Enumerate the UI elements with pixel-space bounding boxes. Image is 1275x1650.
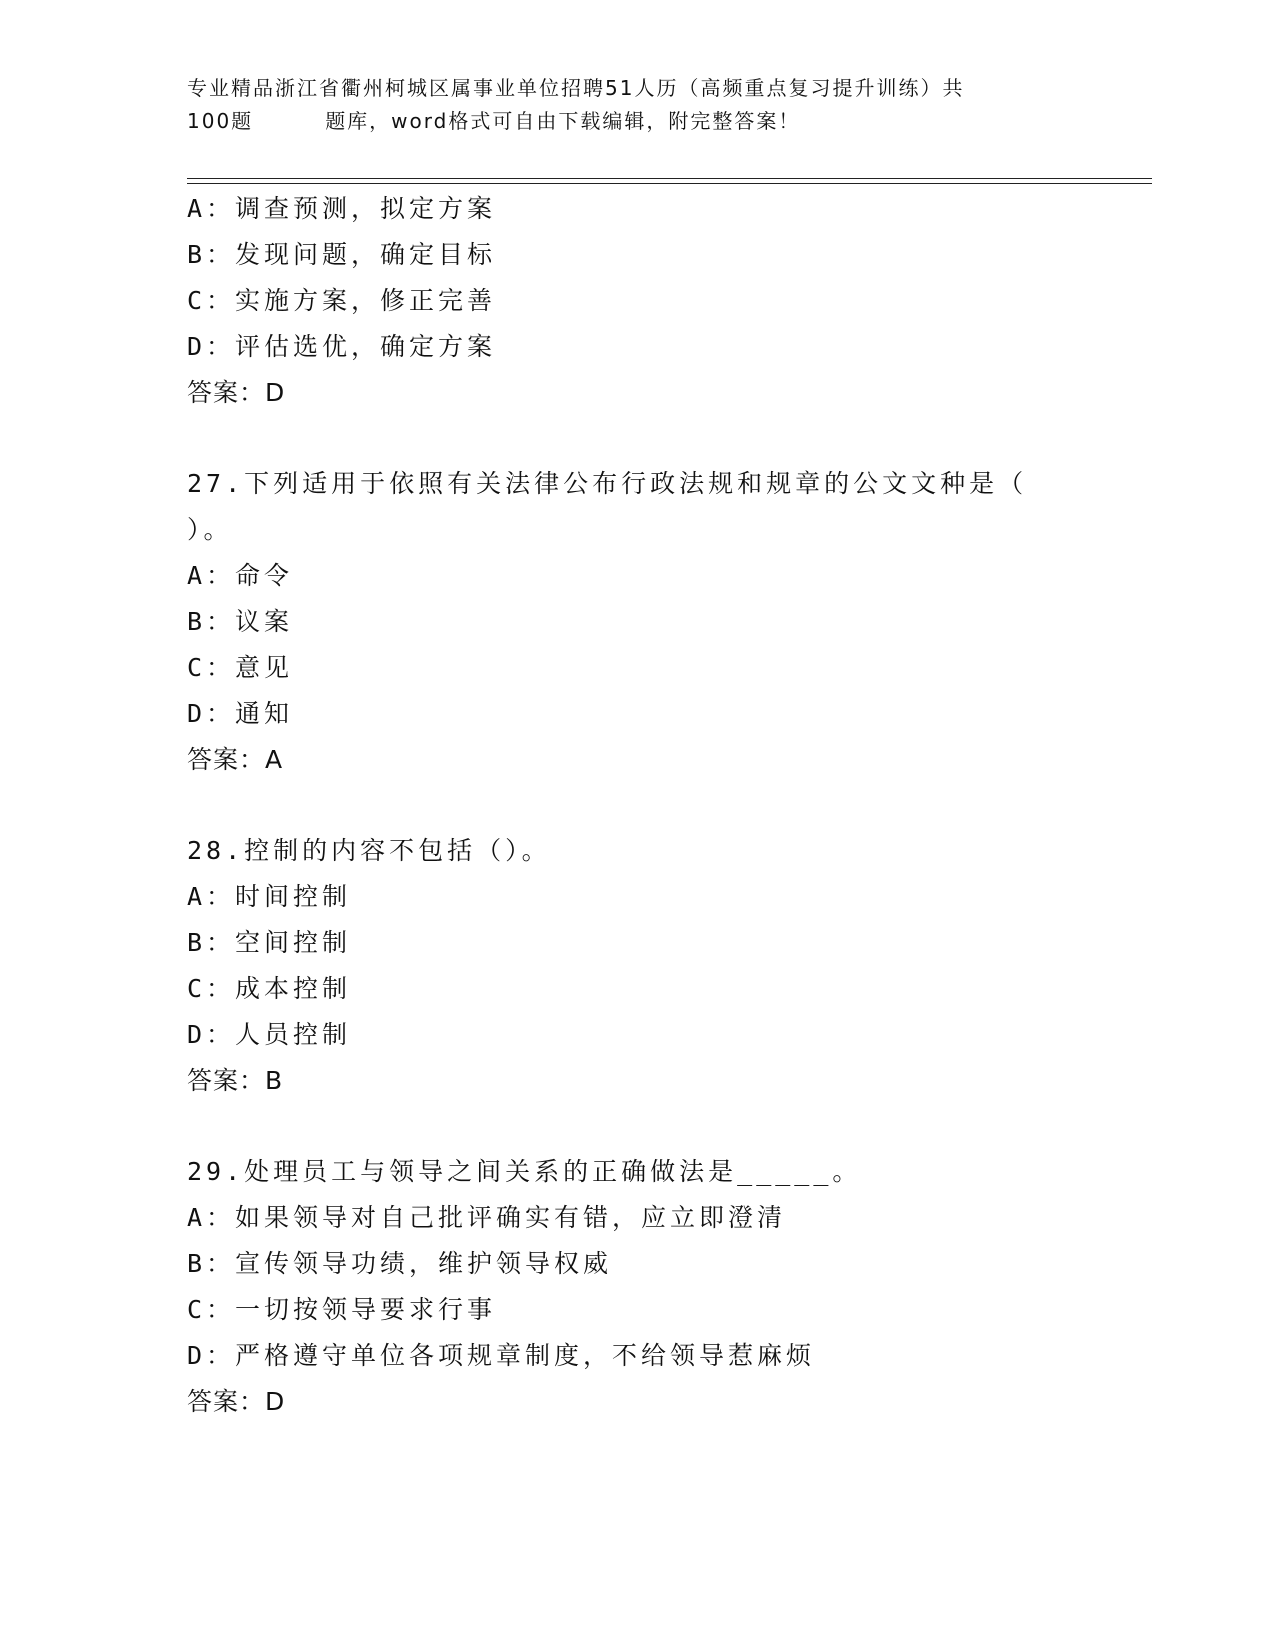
question-28-option-d: D：人员控制 bbox=[187, 1020, 352, 1049]
question-spacer bbox=[187, 783, 1147, 828]
question-26-answer: 答案：D bbox=[187, 378, 286, 407]
question-27-option-a: A：命令 bbox=[187, 561, 294, 590]
question-29 bbox=[187, 1149, 1147, 1425]
question-27-stem-continued: ）。 bbox=[187, 515, 233, 544]
question-29-option-c: C：一切按领导要求行事 bbox=[187, 1295, 497, 1324]
question-29-answer: 答案：D bbox=[187, 1387, 286, 1416]
question-spacer bbox=[187, 416, 1147, 461]
question-27 bbox=[187, 461, 1147, 783]
header-question-count: 100题 bbox=[187, 109, 254, 133]
question-27-option-d: D：通知 bbox=[187, 699, 294, 728]
header-divider-bottom bbox=[187, 183, 1152, 184]
question-26-option-a: A：调查预测，拟定方案 bbox=[187, 194, 497, 223]
question-28-option-a: A：时间控制 bbox=[187, 882, 352, 911]
question-26 bbox=[187, 186, 1147, 416]
header-subtitle: 题库，word格式可自由下载编辑，附完整答案！ bbox=[325, 109, 801, 133]
header-title-line2 bbox=[187, 105, 1087, 138]
question-26-option-b: B：发现问题，确定目标 bbox=[187, 240, 497, 269]
question-27-option-c: C：意见 bbox=[187, 653, 294, 682]
question-29-option-a: A：如果领导对自己批评确实有错，应立即澄清 bbox=[187, 1203, 787, 1232]
question-spacer bbox=[187, 1104, 1147, 1149]
question-list bbox=[187, 186, 1147, 1425]
header-divider-top bbox=[187, 178, 1152, 179]
question-27-answer: 答案：A bbox=[187, 745, 284, 774]
question-28-answer: 答案：B bbox=[187, 1066, 284, 1095]
question-26-option-d: D：评估选优，确定方案 bbox=[187, 332, 497, 361]
question-29-option-d: D：严格遵守单位各项规章制度，不给领导惹麻烦 bbox=[187, 1341, 816, 1370]
question-29-option-b: B：宣传领导功绩，维护领导权威 bbox=[187, 1249, 613, 1278]
question-26-option-c: C：实施方案，修正完善 bbox=[187, 286, 497, 315]
question-28 bbox=[187, 828, 1147, 1104]
question-29-stem: 29.处理员工与领导之间关系的正确做法是_____。 bbox=[187, 1157, 862, 1186]
page-header bbox=[187, 72, 1087, 138]
question-27-option-b: B：议案 bbox=[187, 607, 294, 636]
question-28-stem: 28.控制的内容不包括（）。 bbox=[187, 836, 551, 865]
question-28-option-c: C：成本控制 bbox=[187, 974, 352, 1003]
question-27-stem: 27.下列适用于依照有关法律公布行政法规和规章的公文文种是（ bbox=[187, 469, 1028, 498]
question-28-option-b: B：空间控制 bbox=[187, 928, 352, 957]
header-title-line1: 专业精品浙江省衢州柯城区属事业单位招聘51人历（高频重点复习提升训练）共 bbox=[187, 76, 965, 100]
